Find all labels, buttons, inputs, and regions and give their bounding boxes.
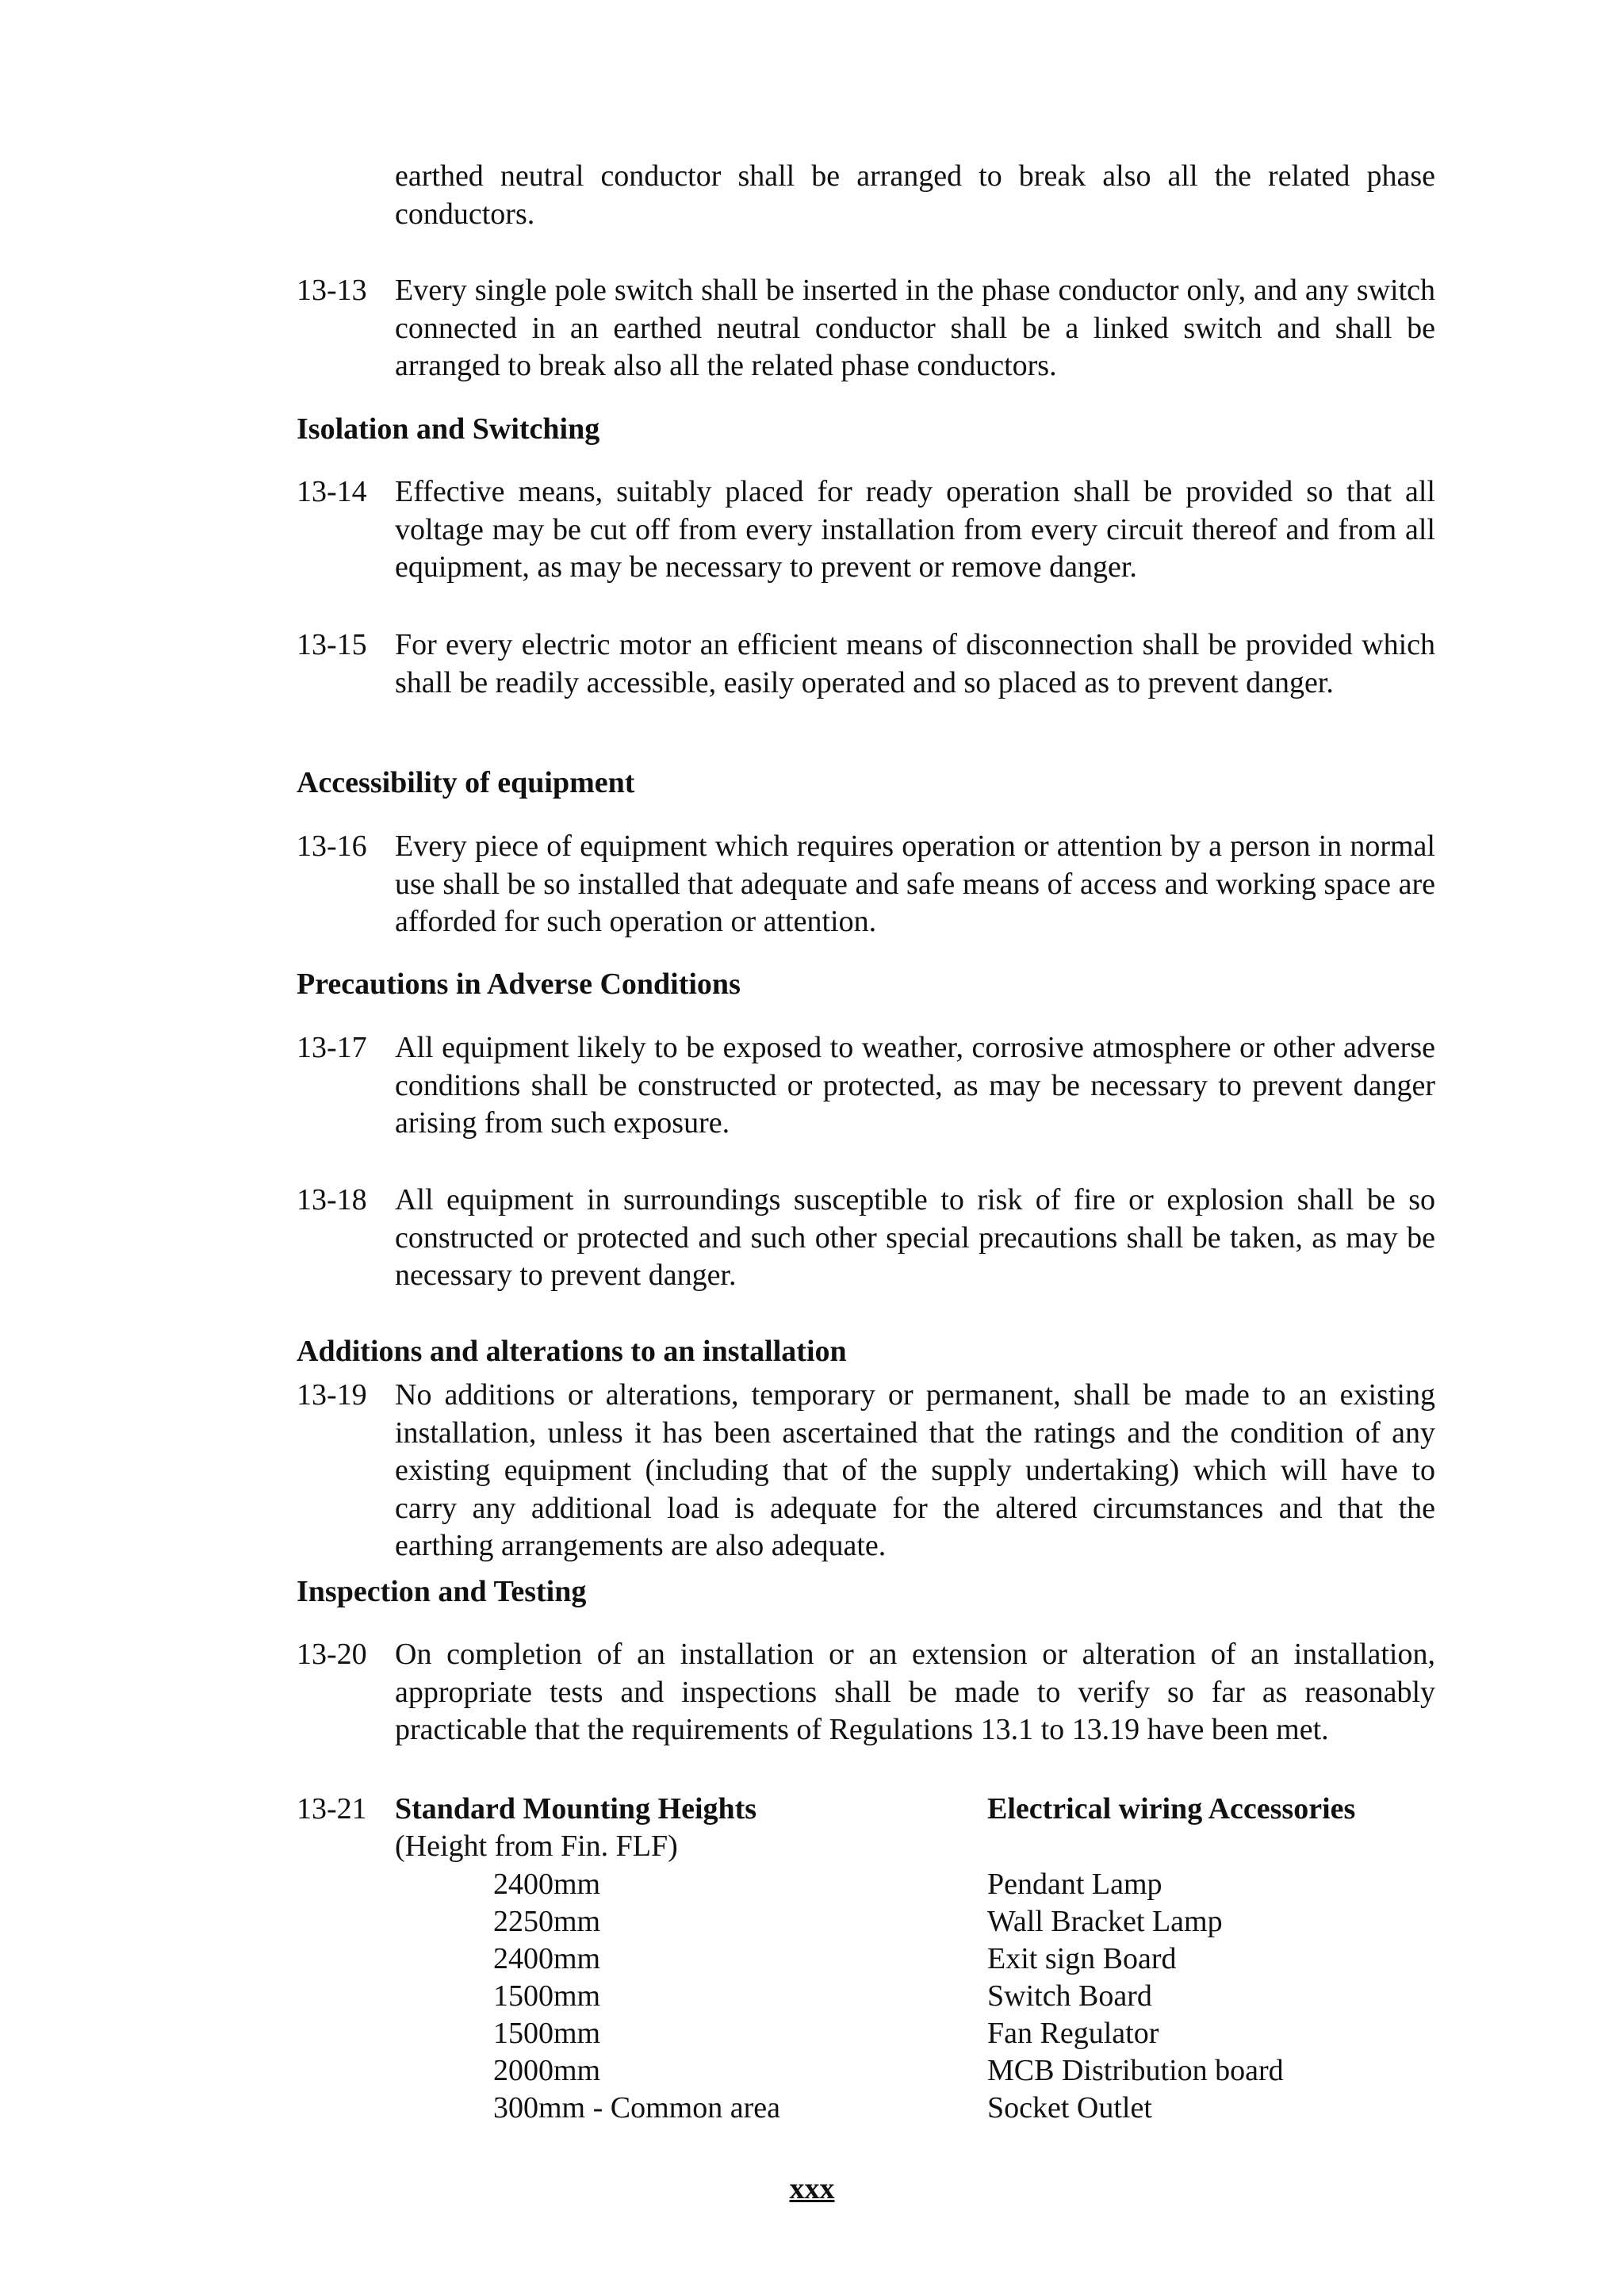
clause-number: 13-21	[297, 1792, 367, 1826]
clause-text: Every piece of equipment which requires operation or attention by a person in normal use shall be so installed that adequate and safe means of access and working space are afforded for such operation or attention.	[395, 829, 1435, 938]
table-row	[0, 1941, 1624, 1979]
clause-text: On completion of an installation or an extension or alteration of an installation, appropriate tests and inspections shall be made to verify so far as reasonably practicable that the requirements of Regulations 13.1 to 13.19 have been met.	[395, 1638, 1435, 1746]
height-cell: 2000mm	[493, 2054, 601, 2087]
clause-number: 13-17	[297, 1031, 367, 1064]
table-row	[0, 1866, 1624, 1904]
clause-text: No additions or alterations, temporary or permanent, shall be made to an existing installation, unless it has been ascertained that the ratings and the condition of any existing equipment (including that of the supply undertaking) which will have to carry any additional load is adequate for the altered circumstances and that the earthing arrangements are also adequate.	[395, 1378, 1435, 1562]
accessories-header: Electrical wiring Accessories	[987, 1792, 1356, 1826]
table-row	[0, 2015, 1624, 2053]
section-heading: Additions and alterations to an installation	[297, 1335, 847, 1368]
accessory-cell: Socket Outlet	[987, 2091, 1152, 2125]
clause-text: Effective means, suitably placed for ready operation shall be provided so that all voltage may be cut off from every installation from every circuit thereof and from all equipment, as may be necessary to prevent or remove danger.	[395, 475, 1435, 584]
section-heading: Isolation and Switching	[297, 412, 600, 446]
clause-text: All equipment in surroundings susceptible to risk of fire or explosion shall be so constructed or protected and such other special precautions shall be taken, as may be necessary to prevent danger.	[395, 1183, 1435, 1292]
height-cell: 1500mm	[493, 1979, 601, 2013]
height-cell: 2400mm	[493, 1942, 601, 1975]
clause-text: Every single pole switch shall be inserted in the phase conductor only, and any switch connected in an earthed neutral conductor shall be a linked switch and shall be arranged to break also all the related phase conductors.	[395, 274, 1435, 382]
accessory-cell: Wall Bracket Lamp	[987, 1905, 1223, 1938]
accessory-cell: Switch Board	[987, 1979, 1152, 2013]
section-heading: Precautions in Adverse Conditions	[297, 967, 741, 1001]
table-row	[0, 2090, 1624, 2128]
table-row	[0, 2052, 1624, 2090]
page-number: xxx	[789, 2172, 835, 2205]
accessory-cell: MCB Distribution board	[987, 2054, 1284, 2087]
mounting-heights-header: Standard Mounting Heights	[395, 1792, 757, 1826]
intro-paragraph: earthed neutral conductor shall be arranged to break also all the related phase conductors.	[395, 159, 1435, 231]
clause-text: For every electric motor an efficient means of disconnection shall be provided which shall be readily accessible, easily operated and so placed as to prevent danger.	[395, 628, 1435, 699]
clause-number: 13-14	[297, 475, 367, 508]
height-cell: 2400mm	[493, 1868, 601, 1901]
accessory-cell: Exit sign Board	[987, 1942, 1177, 1975]
table-row	[0, 1903, 1624, 1941]
accessory-cell: Fan Regulator	[987, 2017, 1159, 2050]
height-cell: 2250mm	[493, 1905, 601, 1938]
accessory-cell: Pendant Lamp	[987, 1868, 1162, 1901]
mounting-heights-subheader: (Height from Fin. FLF)	[395, 1829, 678, 1863]
clause-number: 13-15	[297, 628, 367, 661]
clause-number: 13-13	[297, 274, 367, 307]
clause-number: 13-19	[297, 1378, 367, 1412]
clause-number: 13-16	[297, 829, 367, 863]
clause-number: 13-18	[297, 1183, 367, 1216]
height-cell: 1500mm	[493, 2017, 601, 2050]
clause-text: All equipment likely to be exposed to weather, corrosive atmosphere or other adverse conditions shall be constructed or protected, as may be necessary to prevent danger arising from such exposure.	[395, 1031, 1435, 1140]
clause-number: 13-20	[297, 1638, 367, 1671]
section-heading: Inspection and Testing	[297, 1575, 587, 1608]
table-row	[0, 1978, 1624, 2016]
height-cell: 300mm - Common area	[493, 2091, 780, 2125]
section-heading: Accessibility of equipment	[297, 766, 635, 799]
